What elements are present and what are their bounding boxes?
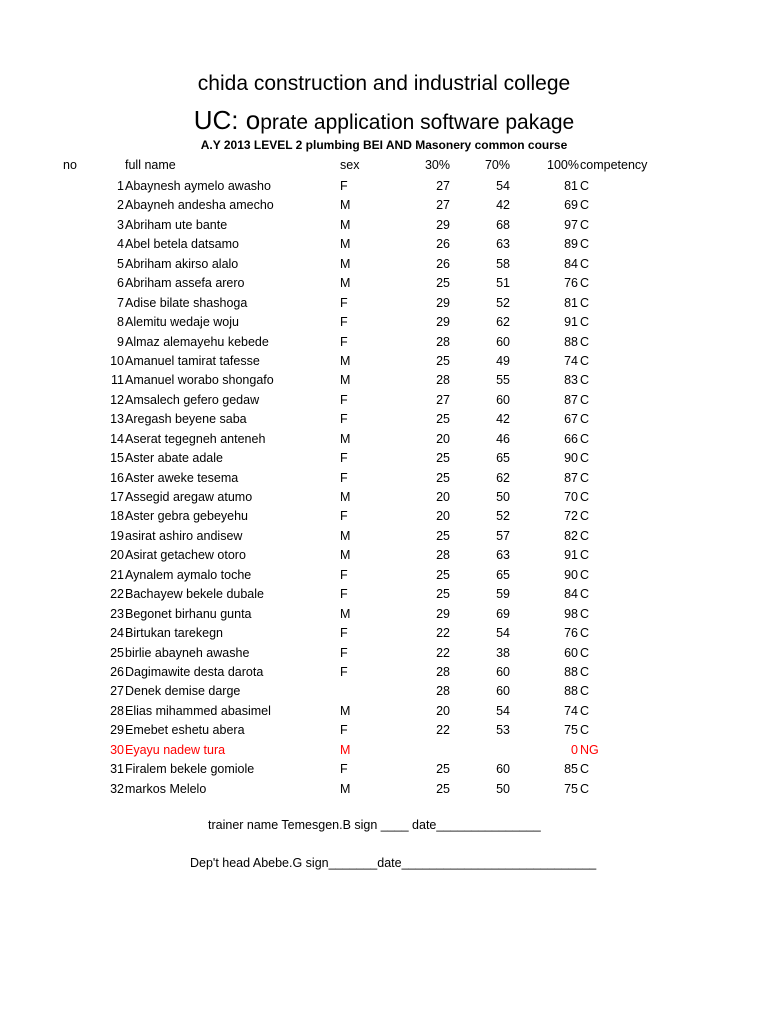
score-total: 83	[564, 373, 578, 388]
score-30: 25	[436, 587, 450, 602]
college-title: chida construction and industrial college	[197, 72, 571, 95]
score-total: 72	[564, 509, 578, 524]
student-number: 13	[110, 412, 124, 427]
table-row	[0, 313, 768, 332]
competency-result: C	[580, 295, 590, 310]
score-total: 88	[564, 684, 578, 699]
student-name: Birtukan tarekegn	[125, 626, 223, 641]
student-number: 6	[117, 276, 124, 291]
student-number: 16	[110, 470, 124, 485]
table-row	[0, 352, 768, 371]
student-number: 31	[110, 762, 124, 777]
student-number: 14	[110, 431, 124, 446]
student-number: 5	[117, 256, 124, 271]
competency-result: C	[580, 587, 590, 602]
table-row	[0, 780, 768, 799]
student-name: Adise bilate shashoga	[125, 295, 248, 310]
student-name: markos Melelo	[125, 781, 207, 796]
score-70: 50	[496, 781, 510, 796]
student-sex: F	[340, 392, 348, 407]
student-name: Aregash beyene saba	[125, 412, 247, 427]
table-row	[0, 449, 768, 468]
student-sex: F	[340, 509, 348, 524]
score-30: 28	[436, 334, 450, 349]
table-row	[0, 391, 768, 410]
student-number: 24	[110, 626, 124, 641]
student-sex: F	[340, 412, 348, 427]
score-70: 54	[496, 179, 510, 193]
score-70: 50	[496, 490, 510, 504]
competency-result: C	[580, 276, 590, 291]
score-total: 67	[564, 412, 578, 427]
unit-name: prate application software pakage	[260, 111, 575, 134]
competency-result: C	[580, 528, 590, 543]
student-sex: M	[340, 742, 351, 757]
score-30: 27	[436, 392, 450, 407]
competency-result: C	[580, 490, 590, 504]
student-sex: M	[340, 781, 351, 796]
student-sex: F	[340, 626, 348, 641]
score-30: 25	[436, 451, 450, 466]
student-name: Abel betela datsamo	[125, 237, 239, 252]
student-sex: F	[340, 664, 348, 679]
student-name: Aserat tegegneh anteneh	[125, 431, 266, 446]
score-70: 59	[496, 587, 510, 602]
score-30: 20	[436, 703, 450, 718]
score-total: 76	[564, 626, 578, 641]
score-30: 26	[436, 237, 450, 252]
competency-result: C	[580, 645, 590, 660]
score-30: 25	[436, 412, 450, 427]
student-number: 29	[110, 723, 124, 738]
score-30: 29	[436, 295, 450, 310]
score-30: 22	[436, 645, 450, 660]
table-row	[0, 527, 768, 546]
score-total: 75	[564, 723, 578, 738]
student-name: Emebet eshetu abera	[125, 723, 245, 738]
table-row	[0, 721, 768, 740]
score-30: 26	[436, 256, 450, 271]
header-full-name: full name	[125, 158, 176, 172]
score-70: 68	[496, 217, 510, 232]
student-number: 25	[110, 645, 124, 660]
competency-result: C	[580, 684, 590, 699]
score-total: 91	[564, 315, 578, 330]
score-total: 85	[564, 762, 578, 777]
unit-title	[0, 105, 768, 136]
table-row	[0, 605, 768, 624]
score-total: 97	[564, 217, 578, 232]
student-name: Abayneh andesha amecho	[125, 198, 274, 213]
competency-result: C	[580, 392, 590, 407]
score-total: 84	[564, 256, 578, 271]
score-30: 20	[436, 490, 450, 504]
competency-result: C	[580, 179, 590, 193]
score-70: 62	[496, 315, 510, 330]
student-sex: M	[340, 373, 351, 388]
student-name: Bachayew bekele dubale	[125, 587, 264, 602]
header-sex: sex	[340, 158, 360, 172]
score-30: 25	[436, 528, 450, 543]
competency-result: C	[580, 470, 590, 485]
student-sex: F	[340, 179, 348, 193]
student-sex: M	[340, 431, 351, 446]
score-70: 60	[496, 762, 510, 777]
score-30: 25	[436, 470, 450, 485]
score-total: 69	[564, 198, 578, 213]
score-30: 27	[436, 179, 450, 193]
student-sex: M	[340, 276, 351, 291]
score-total: 74	[564, 703, 578, 718]
header-no: no	[63, 158, 77, 172]
score-30: 20	[436, 509, 450, 524]
student-sex: F	[340, 567, 348, 582]
table-row	[0, 333, 768, 352]
score-30: 25	[436, 781, 450, 796]
score-30: 28	[436, 664, 450, 679]
score-30: 28	[436, 684, 450, 699]
header-70-percent: 70%	[484, 158, 510, 172]
score-70: 60	[496, 684, 510, 699]
table-row	[0, 644, 768, 663]
trainer-signature-line: trainer name Temesgen.B sign ____ date_______________	[208, 818, 541, 832]
student-number: 8	[117, 315, 124, 330]
score-30: 20	[436, 431, 450, 446]
score-70: 53	[496, 723, 510, 738]
score-total: 0	[571, 742, 578, 757]
score-total: 82	[564, 528, 578, 543]
header-30-percent: 30%	[424, 158, 450, 172]
score-70: 54	[496, 703, 510, 718]
competency-result: C	[580, 567, 590, 582]
student-number: 30	[110, 742, 124, 757]
score-30: 27	[436, 198, 450, 213]
student-sex: M	[340, 528, 351, 543]
student-number: 10	[110, 353, 124, 368]
student-number: 9	[117, 334, 124, 349]
competency-result: C	[580, 451, 590, 466]
score-total: 87	[564, 470, 578, 485]
table-row	[0, 488, 768, 507]
table-row	[0, 469, 768, 488]
competency-result: C	[580, 723, 590, 738]
student-sex: F	[340, 470, 348, 485]
student-number: 7	[117, 295, 124, 310]
student-number: 1	[117, 179, 124, 193]
score-total: 70	[564, 490, 578, 504]
student-name: Abaynesh aymelo awasho	[125, 179, 271, 193]
student-sex: F	[340, 645, 348, 660]
table-row	[0, 274, 768, 293]
table-row	[0, 760, 768, 779]
student-name: Almaz alemayehu kebede	[125, 334, 269, 349]
student-number: 17	[110, 490, 124, 504]
table-row	[0, 702, 768, 721]
student-name: Dagimawite desta darota	[125, 664, 264, 679]
score-30: 29	[436, 315, 450, 330]
header-100-percent: 100%	[547, 158, 579, 172]
score-70: 60	[496, 334, 510, 349]
competency-result: C	[580, 781, 590, 796]
student-sex: M	[340, 198, 351, 213]
student-number: 27	[110, 684, 124, 699]
course-title: A.Y 2013 LEVEL 2 plumbing BEI AND Masonery common course	[200, 138, 568, 152]
score-70: 63	[496, 548, 510, 563]
competency-result: C	[580, 198, 590, 213]
student-number: 11	[111, 373, 124, 388]
score-total: 98	[564, 606, 578, 621]
score-total: 87	[564, 392, 578, 407]
score-total: 90	[564, 451, 578, 466]
score-30: 28	[436, 548, 450, 563]
student-name: Amanuel worabo shongafo	[125, 373, 274, 388]
table-row	[0, 216, 768, 235]
student-number: 2	[117, 198, 124, 213]
score-70: 60	[496, 664, 510, 679]
table-row	[0, 410, 768, 429]
student-number: 3	[117, 217, 124, 232]
competency-result: C	[580, 334, 590, 349]
student-name: Aster gebra gebeyehu	[125, 509, 249, 524]
competency-result: C	[580, 217, 590, 232]
competency-result: C	[580, 626, 590, 641]
student-sex: F	[340, 315, 348, 330]
student-number: 20	[110, 548, 124, 563]
student-number: 4	[117, 237, 124, 252]
table-header	[0, 158, 768, 176]
student-sex: M	[340, 703, 351, 718]
student-sex: M	[340, 606, 351, 621]
student-name: Elias mihammed abasimel	[125, 703, 271, 718]
student-name: Begonet birhanu gunta	[125, 606, 252, 621]
score-70: 57	[496, 528, 510, 543]
score-70: 65	[496, 451, 510, 466]
student-name: Firalem bekele gomiole	[125, 762, 255, 777]
score-70: 54	[496, 626, 510, 641]
student-name: Abriham akirso alalo	[125, 256, 239, 271]
student-number: 26	[110, 664, 124, 679]
student-name: Assegid aregaw atumo	[125, 490, 253, 504]
table-row	[0, 741, 768, 760]
student-number: 15	[110, 451, 124, 466]
score-70: 60	[496, 392, 510, 407]
student-number: 22	[110, 587, 124, 602]
score-70: 51	[496, 276, 510, 291]
score-total: 76	[564, 276, 578, 291]
score-total: 66	[564, 431, 578, 446]
competency-result: C	[580, 664, 590, 679]
student-sex: F	[340, 723, 348, 738]
table-row	[0, 624, 768, 643]
competency-result: C	[580, 237, 590, 252]
table-row	[0, 682, 768, 701]
score-30: 22	[436, 626, 450, 641]
score-total: 90	[564, 567, 578, 582]
score-70: 52	[496, 295, 510, 310]
score-70: 69	[496, 606, 510, 621]
student-number: 21	[110, 567, 124, 582]
score-total: 81	[564, 295, 578, 310]
student-sex: F	[340, 762, 348, 777]
score-30: 25	[436, 276, 450, 291]
table-row	[0, 663, 768, 682]
score-total: 89	[564, 237, 578, 252]
student-sex: M	[340, 217, 351, 232]
table-row	[0, 566, 768, 585]
score-30: 28	[436, 373, 450, 388]
score-total: 75	[564, 781, 578, 796]
student-name: Denek demise darge	[125, 684, 241, 699]
student-sex: F	[340, 451, 348, 466]
score-70: 52	[496, 509, 510, 524]
table-row	[0, 294, 768, 313]
competency-result: C	[580, 703, 590, 718]
score-30: 29	[436, 606, 450, 621]
student-number: 23	[110, 606, 124, 621]
competency-result: C	[580, 606, 590, 621]
competency-result: C	[580, 431, 590, 446]
student-sex: F	[340, 587, 348, 602]
student-name: Aynalem aymalo toche	[125, 567, 252, 582]
student-name: Amsalech gefero gedaw	[125, 392, 260, 407]
score-30: 25	[436, 762, 450, 777]
competency-result: C	[580, 353, 590, 368]
student-name: Aster abate adale	[125, 451, 223, 466]
score-total: 91	[564, 548, 578, 563]
header-competency: competency	[580, 158, 648, 172]
competency-result: C	[580, 548, 590, 563]
student-number: 19	[110, 528, 124, 543]
table-row	[0, 235, 768, 254]
student-name: birlie abayneh awashe	[125, 645, 250, 660]
student-name: Aster aweke tesema	[125, 470, 239, 485]
score-70: 55	[496, 373, 510, 388]
score-70: 42	[496, 412, 510, 427]
student-sex: M	[340, 256, 351, 271]
student-name: Alemitu wedaje woju	[125, 315, 239, 330]
student-sex: F	[340, 295, 348, 310]
score-70: 62	[496, 470, 510, 485]
student-sex: M	[340, 353, 351, 368]
score-30: 29	[436, 217, 450, 232]
unit-first-letter: o	[245, 105, 261, 135]
student-table	[0, 177, 768, 799]
student-name: Asirat getachew otoro	[125, 548, 246, 563]
student-number: 32	[110, 781, 124, 796]
student-name: Eyayu nadew tura	[125, 742, 226, 757]
score-total: 81	[564, 179, 578, 193]
student-name: Abriham assefa arero	[125, 276, 245, 291]
score-30: 22	[436, 723, 450, 738]
score-total: 84	[564, 587, 578, 602]
score-30: 25	[436, 353, 450, 368]
table-row	[0, 430, 768, 449]
score-total: 88	[564, 664, 578, 679]
score-total: 88	[564, 334, 578, 349]
competency-result: C	[580, 412, 590, 427]
competency-result: C	[580, 373, 590, 388]
table-row	[0, 371, 768, 390]
dept-head-signature-line: Dep't head Abebe.G sign_______date____________________________	[190, 856, 597, 870]
score-70: 46	[496, 431, 510, 446]
score-70: 49	[496, 353, 510, 368]
table-row	[0, 585, 768, 604]
student-name: Abriham ute bante	[125, 217, 228, 232]
competency-result: C	[580, 256, 590, 271]
table-row	[0, 196, 768, 215]
competency-result: C	[580, 762, 590, 777]
student-name: asirat ashiro andisew	[125, 528, 243, 543]
student-name: Amanuel tamirat tafesse	[125, 353, 260, 368]
student-sex: F	[340, 334, 348, 349]
score-total: 74	[564, 353, 578, 368]
competency-result: C	[580, 315, 590, 330]
student-sex: M	[340, 490, 351, 504]
competency-result: NG	[580, 742, 599, 757]
student-sex: M	[340, 548, 351, 563]
table-row	[0, 255, 768, 274]
student-sex: M	[340, 237, 351, 252]
table-row	[0, 507, 768, 526]
score-70: 65	[496, 567, 510, 582]
score-70: 42	[496, 198, 510, 213]
score-30: 25	[436, 567, 450, 582]
competency-result: C	[580, 509, 590, 524]
table-row	[0, 177, 768, 196]
score-70: 38	[496, 645, 510, 660]
student-number: 12	[110, 392, 124, 407]
student-number: 28	[110, 703, 124, 718]
student-number: 18	[110, 509, 124, 524]
table-row	[0, 546, 768, 565]
score-70: 63	[496, 237, 510, 252]
score-total: 60	[564, 645, 578, 660]
unit-prefix: UC:	[193, 105, 246, 135]
score-70: 58	[496, 256, 510, 271]
